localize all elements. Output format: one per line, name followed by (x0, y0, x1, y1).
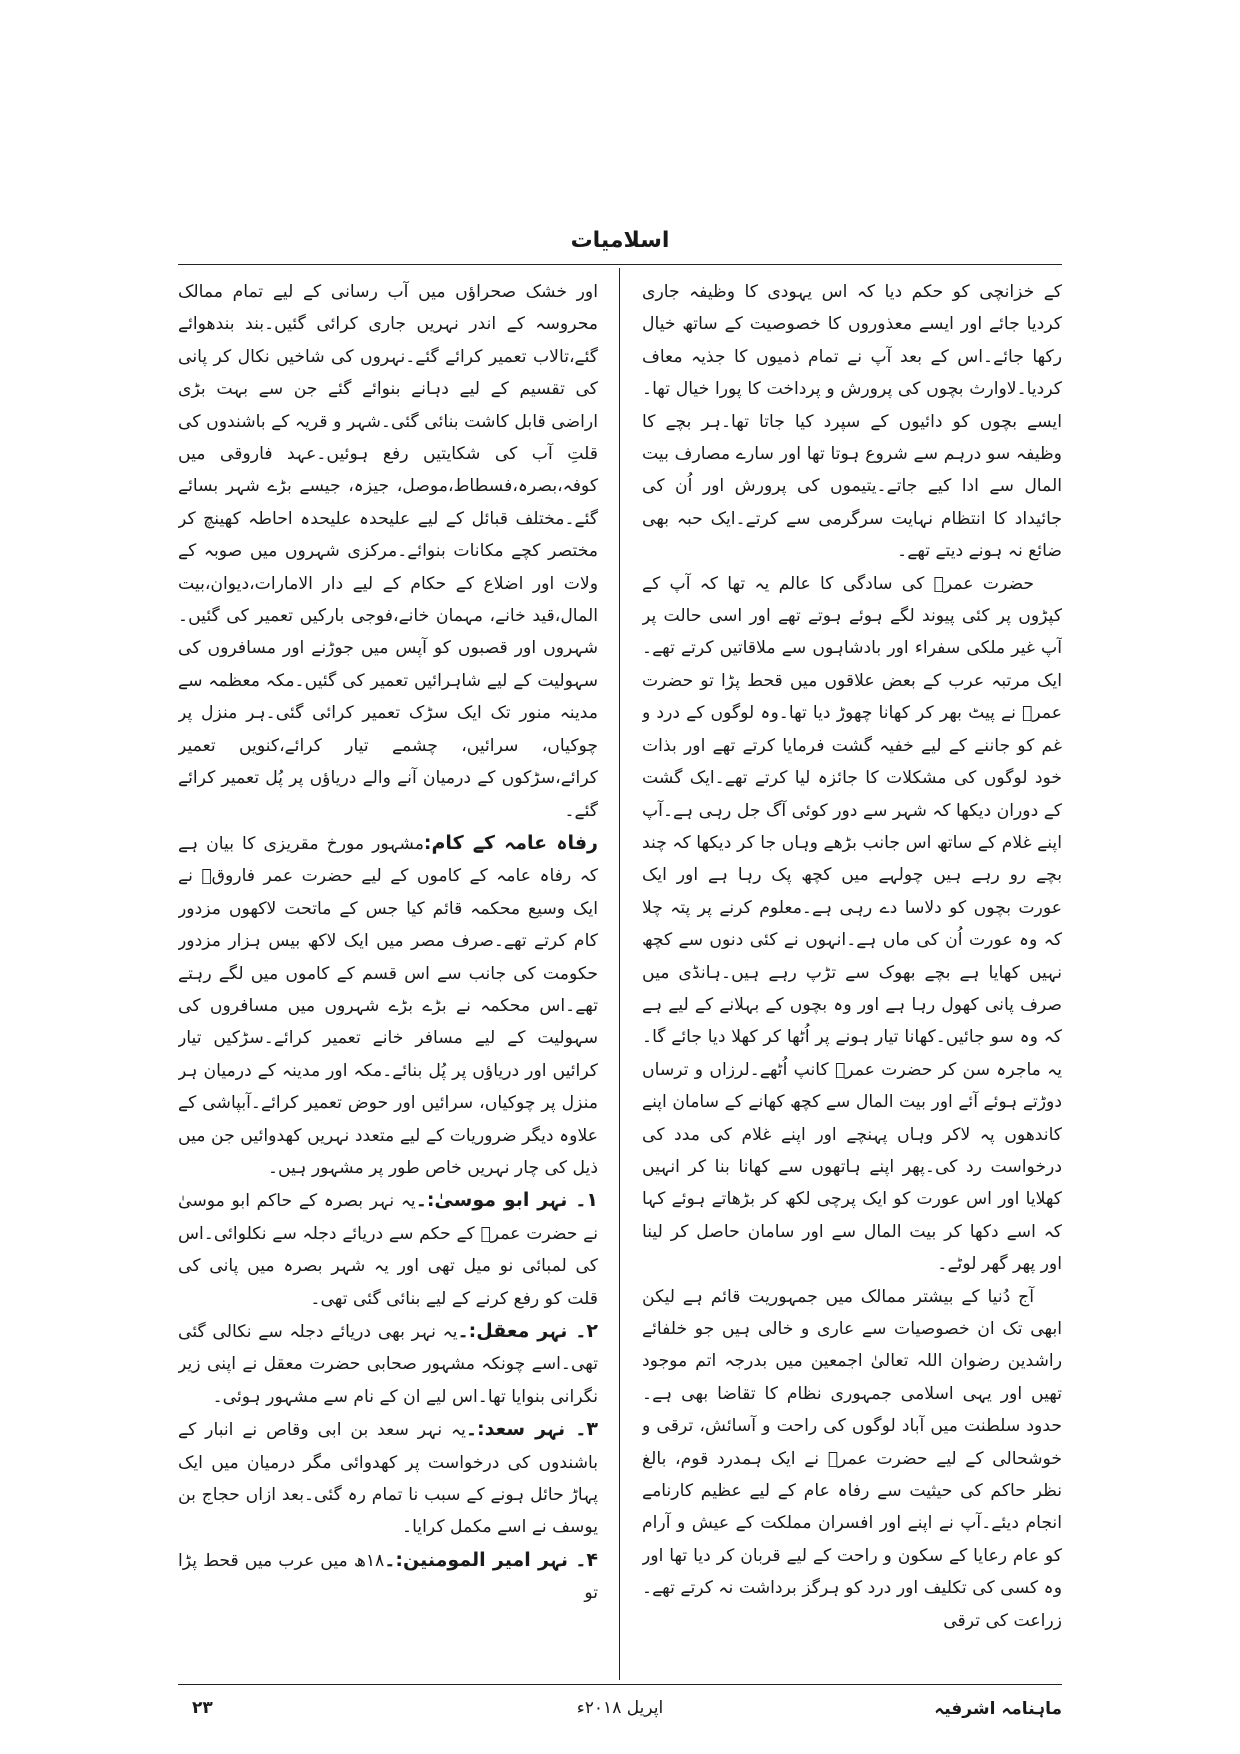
paragraph: آج دُنیا کے بیشتر ممالک میں جمہوریت قائم ہے لیکن ابھی تک ان خصوصیات سے عاری و خالی ہیں جو خلفائے راشدین رضوان اللہ تعالیٰ اجمعین میں بدرجہ اتم موجود تھیں اور یہی اسلامی جمہوری نظام کا تقاضا بھی ہے۔حدود سلطنت میں آباد لوگوں کی راحت و آسائش، ترقی و خوشحالی کے لیے حضرت عمرؓ نے ایک ہمدرد قوم، بالغ نظر حاکم کی حیثیت سے رفاہ عام کے لیے عظیم کارنامے انجام دیئے۔آپ نے اپنے اور افسران مملکت کے عیش و آرام کو عام رعایا کے سکون و راحت کے لیے قربان کر دیا تھا اور وہ کسی کی تکلیف اور درد کو ہرگز برداشت نہ کرتے تھے۔زراعت کی ترقی (642, 1286, 1062, 1631)
section-heading: ۱۔ نہر ابو موسیٰ:۔ (415, 1189, 598, 1212)
header-rule (178, 264, 1062, 265)
left-column (178, 276, 598, 1680)
paragraph: حضرت عمرؓ کی سادگی کا عالم یہ تھا کہ آپ کے کپڑوں پر کئی پیوند لگے ہوئے ہوتے تھے اور اسی حالت پر آپ غیر ملکی سفراء اور بادشاہوں سے ملاقاتیں کرتے تھے۔ایک مرتبہ عرب کے بعض علاقوں میں قحط پڑا تو حضرت عمرؓ نے پیٹ بھر کر کھانا چھوڑ دیا تھا۔وہ لوگوں کے درد و غم کو جاننے کے لیے خفیہ گشت فرمایا کرتے تھے اور بذات خود لوگوں کی مشکلات کا جائزہ لیا کرتے تھے۔ایک گشت کے دوران دیکھا کہ شہر سے دور کوئی آگ جل رہی ہے۔آپ اپنے غلام کے ساتھ اس جانب بڑھے وہاں جا کر دیکھا کہ چند بچے رو رہے ہیں چولہے میں کچھ پک رہا ہے اور ایک عورت بچوں کو دلاسا دے رہی ہے۔معلوم کرنے پر پتہ چلا کہ وہ عورت اُن کی ماں ہے۔انہوں نے کئی دنوں سے کچھ نہیں کھایا ہے بچے بھوک سے تڑپ رہے ہیں۔ہانڈی میں صرف پانی کھول رہا ہے اور وہ بچوں کے بہلانے کے لیے ہے کہ وہ سو جائیں۔کھانا تیار ہونے پر اُٹھا کر کھلا دیا جائے گا۔یہ ماجرہ سن کر حضرت عمرؓ کانپ اُٹھے۔لرزاں و ترساں دوڑتے ہوئے آئے اور بیت المال سے کچھ کھانے کے سامان اپنے کاندھوں پہ لاکر وہاں پہنچے اور اپنے غلام کی مدد کی درخواست رد کی۔پھر اپنے ہاتھوں سے کھانا بنا کر انہیں کھلایا اور اس عورت کو ایک پرچی لکھ کر بڑھاتے ہوئے کہا کہ اسے دکھا کر بیت المال سے اور سامان حاصل کر لینا اور پھر گھر لوٹے۔ (642, 573, 1062, 1275)
paragraph (178, 1184, 598, 1315)
paragraph-text: مشہور مورخ مقریزی کا بیان ہے کہ رفاہ عامہ کے کاموں کے لیے حضرت عمر فاروقؓ نے ایک وسیع محکمہ قائم کیا جس کے ماتحت لاکھوں مزدور کام کرتے تھے۔صرف مصر میں ایک لاکھ بیس ہزار مزدور حکومت کی جانب سے اس قسم کے کاموں میں لگے رہتے تھے۔اس محکمہ نے بڑے بڑے شہروں میں مسافروں کی سہولیت کے لیے مسافر خانے تعمیر کرائے۔سڑکیں تیار کرائیں اور دریاؤں پر پُل بنائے۔مکہ اور مدینہ کے درمیان ہر منزل پر چوکیاں، سرائیں اور حوض تعمیر کرائے۔آبپاشی کے علاوہ دیگر ضروریات کے لیے متعدد نہریں کھدوائیں جن میں ذیل کی چار نہریں خاص طور پر مشہور ہیں۔ (178, 833, 598, 1178)
section-heading: ۴۔ نہر امیر المومنین:۔ (384, 1548, 598, 1571)
paragraph-text: یہ نہر بھی دریائے دجلہ سے نکالی گئی تھی۔اسے چونکہ مشہور صحابی حضرت معقل نے اپنی زیر نگرانی بنوایا تھا۔اس لیے ان کے نام سے مشہور ہوئی۔ (178, 1322, 598, 1407)
right-column (642, 276, 1062, 1680)
section-heading: ۲۔ نہر معقل:۔ (457, 1320, 598, 1342)
magazine-name: ماہنامہ اشرفیہ (934, 1699, 1062, 1719)
issue-date: اپریل ۲۰۱۸ء (576, 1698, 664, 1718)
paragraph (178, 1413, 598, 1544)
paragraph: اور خشک صحراؤں میں آب رسانی کے لیے تمام ممالک محروسہ کے اندر نہریں جاری کرائی گئیں۔بند بندھوائے گئے،تالاب تعمیر کرائے گئے۔نہروں کی شاخیں نکال کر پانی کی تقسیم کے لیے دہانے بنوائے گئے جن سے بہت بڑی اراضی قابل کاشت بنائی گئی۔شہر و قریہ کے باشندوں کی قلتِ آب کی شکایتیں رفع ہوئیں۔عہد فاروقی میں کوفہ،بصرہ،فسطاط،موصل، جیزہ، جیسے بڑے شہر بسائے گئے۔مختلف قبائل کے لیے علیحدہ علیحدہ احاطہ کھینچ کر مختصر کچے مکانات بنوائے۔مرکزی شہروں میں صوبہ کے ولات اور اضلاع کے حکام کے لیے دار الامارات،دیوان،بیت المال،قید خانے، مہمان خانے،فوجی بارکیں تعمیر کی گئیں۔شہروں اور قصبوں کو آپس میں جوڑنے اور مسافروں کی سہولیت کے لیے شاہرائیں تعمیر کی گئیں۔مکہ معظمہ سے مدینہ منور تک ایک سڑک تعمیر کرائی گئی۔ہر منزل پر چوکیاں، سرائیں، چشمے تیار کرائے،کنویں تعمیر کرائے،سڑکوں کے درمیان آنے والے دریاؤں پر پُل تعمیر کرائے گئے۔ (178, 282, 598, 821)
paragraph-text: ۱۸ھ میں عرب میں قحط پڑا تو (178, 1550, 598, 1604)
page-number: ۲۳ (192, 1698, 213, 1718)
paragraph (178, 827, 598, 1184)
paragraph (178, 1315, 598, 1413)
footer-rule (178, 1684, 1062, 1685)
paragraph-text: یہ نہر بصرہ کے حاکم ابو موسیٰ نے حضرت عمرؓ کے حکم سے دریائے دجلہ سے نکلوائی۔اس کی لمبائی نو میل تھی اور یہ شہر بصرہ میں پانی کی قلت کو رفع کرنے کے لیے بنائی گئی تھی۔ (178, 1191, 598, 1309)
column-divider (619, 268, 620, 1680)
section-heading: ۳۔ نہر سعد:۔ (465, 1418, 598, 1441)
page-footer (178, 1698, 1062, 1728)
paragraph-text: یہ نہر سعد بن ابی وقاص نے انبار کے باشندوں کی درخواست پر کھدوائی مگر درمیان میں ایک پہاڑ حائل ہونے کے سبب نا تمام رہ گئی۔بعد ازاں حجاج بن یوسف نے اسے مکمل کرایا۔ (178, 1420, 598, 1538)
page-header-title: اسلامیات (570, 228, 670, 253)
paragraph: کے خزانچی کو حکم دیا کہ اس یہودی کا وظیفہ جاری کردیا جائے اور ایسے معذوروں کا خصوصیت کے ساتھ خیال رکھا جائے۔اس کے بعد آپ نے تمام ذمیوں کا جذیہ معاف کردیا۔لاوارث بچوں کی پرورش و پرداخت کا پورا خیال تھا۔ایسے بچوں کو دائیوں کے سپرد کیا جاتا تھا۔ہر بچے کا وظیفہ سو درہم سے شروع ہوتا تھا اور سارے مصارف بیت المال سے ادا کیے جاتے۔یتیموں کی پرورش اور اُن کی جائیداد کا انتظام نہایت سرگرمی سے کرتے۔ایک حبہ بھی ضائع نہ ہونے دیتے تھے۔ (642, 282, 1062, 562)
paragraph (178, 1544, 598, 1610)
section-heading: رفاہ عامہ کے کام: (423, 831, 598, 854)
